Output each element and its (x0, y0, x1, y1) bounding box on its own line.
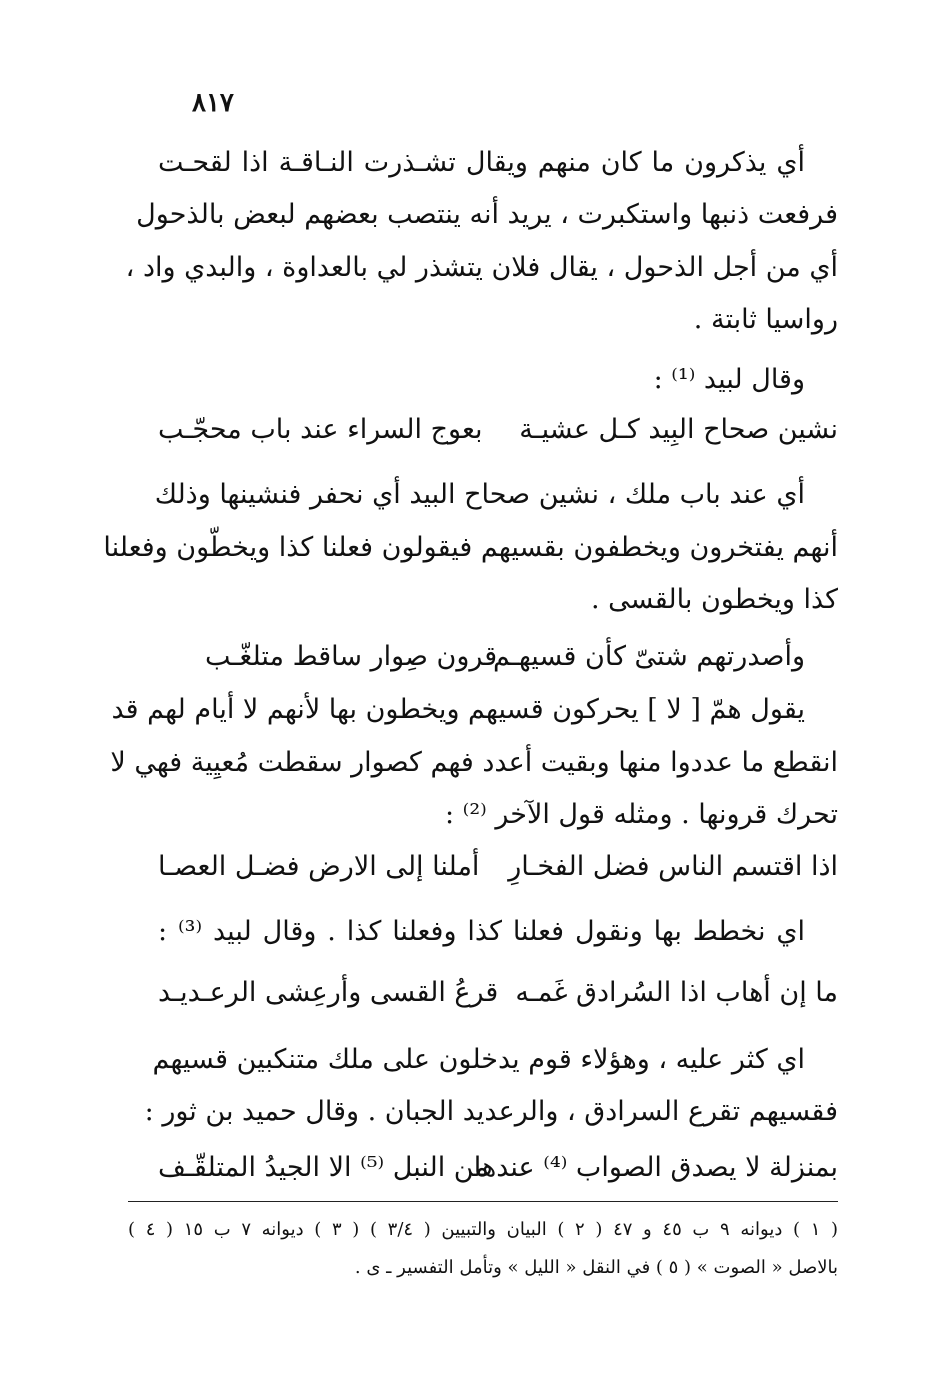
verse-line (158, 410, 838, 450)
verse-second-hemistich: أملنا إلى الارض فضـل العصـا (158, 851, 480, 882)
verse-second-hemistich: قرون صِوار ساقط متلغّـب (205, 641, 498, 672)
page-number: ٨١٧ (192, 88, 234, 118)
text-line: أي من أجل الذحول ، يقال فلان يتشذر لي بالعداوة ، والبدي واد ، (125, 252, 838, 283)
verse-first-hemistich: نشين صحاح البِيد كـل عشيـة (519, 414, 838, 445)
text-line: وقال لبيد ⁽¹⁾ : (653, 364, 805, 395)
text-line: يقول همّ [ لا ] يحركون قسيهم ويخطون بها لأنهم لا أيام لهم قد (111, 694, 805, 725)
verse-line (158, 973, 838, 1013)
verse-first-hemistich: اذا اقتسم الناس فضل الفخـارِ (508, 851, 838, 882)
text-line: اي نخطط بها ونقول فعلنا كذا وفعلنا كذا . وقال لبيد ⁽³⁾ : (158, 916, 805, 947)
text-line: رواسيا ثابتة . (693, 304, 838, 335)
verse-second-hemistich: من النبل ⁽⁵⁾ الا الجيدُ المتلقّـف (158, 1152, 489, 1183)
text-line: اي كثر عليه ، وهؤلاء قوم يدخلون على ملك متنكبين قسيهم (152, 1044, 805, 1075)
verse-line (158, 1148, 838, 1188)
verse-first-hemistich: وأصدرتهم شتىّ كأن قسيهـم (492, 641, 805, 672)
text-line: أي عند باب ملك ، نشين صحاح البيد أي نحفر فنشينها وذلك (154, 479, 805, 510)
text-line: كذا ويخطون بالقسى . (591, 584, 838, 615)
verse-line (158, 847, 838, 887)
verse-first-hemistich: بمنزلة لا يصدق الصواب ⁽⁴⁾ عندها (473, 1152, 838, 1183)
footnote-line: بالاصل « الصوت » ( ٥ ) في النقل « الليل » وتأمل التفسير ـ ى . (354, 1257, 838, 1278)
text-line: فقسيهم تقرع السرادق ، والرعديد الجبان . وقال حميد بن ثور : (144, 1096, 838, 1127)
verse-second-hemistich: بعوج السراء عند باب محجّـب (158, 414, 483, 445)
text-line: تحرك قرونها . ومثله قول الآخر ⁽²⁾ : (445, 799, 838, 830)
verse-line (205, 637, 805, 677)
verse-first-hemistich: ما إن أهاب اذا السُرادق غَمـه (515, 977, 838, 1008)
footnote-separator (128, 1201, 838, 1202)
text-line: انقطع ما عددوا منها وبقيت أعدد فهم كصوار سقطت مُعيِية فهي لا (110, 747, 838, 778)
text-line: فرفعت ذنبها واستكبرت ، يريد أنه ينتصب بعضهم لبعض بالذحول (136, 199, 838, 230)
text-line: أي يذكرون ما كان منهم ويقال تشـذرت النـاقـة اذا لقحـت (158, 147, 805, 178)
footnote-line: ( ١ ) ديوانه ٩ ب ٤٥ و ٤٧ ( ٢ ) البيان والتبيين ( ٣/٤ ) ( ٣ ) ديوانه ٧ ب ١٥ ( ٤ ) (128, 1219, 839, 1240)
verse-second-hemistich: قرعُ القسى وأرعِشى الرعـديـد (158, 977, 499, 1008)
text-line: أنهم يفتخرون ويخطفون بقسيهم فيقولون فعلنا كذا ويخطّون وفعلنا (103, 532, 838, 563)
